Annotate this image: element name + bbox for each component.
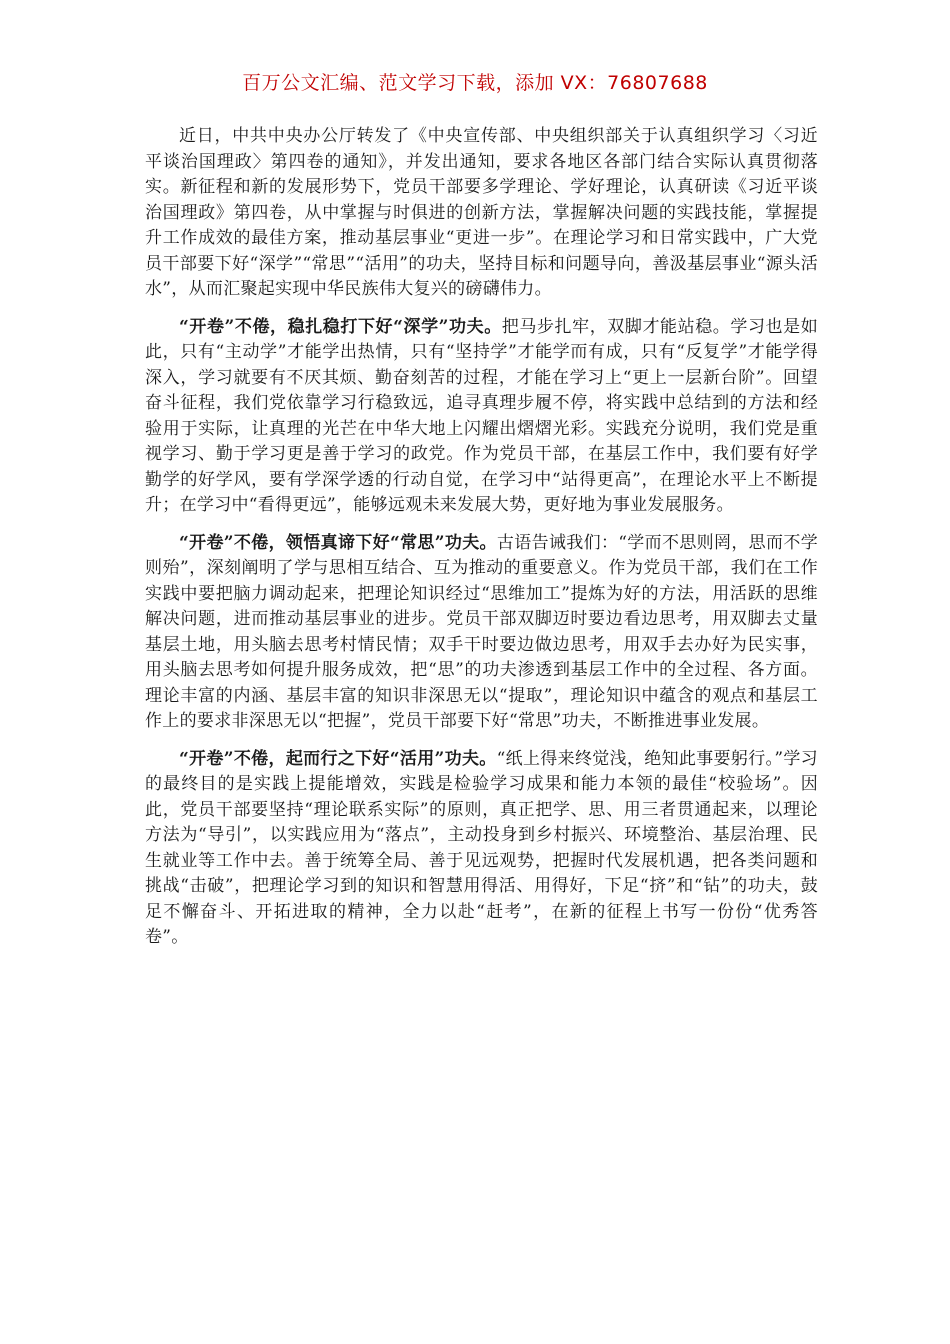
paragraph-flexible-use (145, 747, 818, 951)
paragraph-text: 古语告诫我们：“学而不思则罔，思而不学则殆”，深刻阐明了学与思相互结合、互为推动的重要意义。作为党员干部，我们在工作实践中要把脑力调动起来，把理论知识经过“思维加工”提炼为好的方法，用活跃的思维解决问题，进而推动基层事业的进步。党员干部双脚迈时要边看边思考，用双脚去丈量基层土地，用头脑去思考村情民情；双手干时要边做边思考，用双手去办好为民实事，用头脑去思考如何提升服务成效，把“思”的功夫渗透到基层工作中的全过程、各方面。理论丰富的内涵、基层丰富的知识非深思无以“提取”，理论知识中蕴含的观点和基层工作上的要求非深思无以“把握”，党员干部要下好“常思”功夫，不断推进事业发展。 (145, 532, 818, 731)
paragraph-lead: “开卷”不倦，稳扎稳打下好“深学”功夫。 (179, 316, 502, 337)
paragraph-text: 近日，中共中央办公厅转发了《中央宣传部、中央组织部关于认真组织学习〈习近平谈治国理政〉第四卷的通知》，并发出通知，要求各地区各部门结合实际认真贯彻落实。新征程和新的发展形势下，党员干部要多学理论、学好理论，认真研读《习近平谈治国理政》第四卷，从中掌握与时俱进的创新方法，掌握解决问题的实践技能，掌握提升工作成效的最佳方案，推动基层事业“更进一步”。在理论学习和日常实践中，广大党员干部要下好“深学”“常思”“活用”的功夫，坚持目标和问题导向，善汲基层事业“源头活水”，从而汇聚起实现中华民族伟大复兴的磅礴伟力。 (145, 126, 818, 299)
article-body (145, 124, 818, 963)
paragraph-deep-study (145, 315, 818, 519)
paragraph-text: 把马步扎牢，双脚才能站稳。学习也是如此，只有“主动学”才能学出热情，只有“坚持学”才能学而有成，只有“反复学”才能学得深入，学习就要有不厌其烦、勤奋刻苦的过程，才能在学习上“更上一层新台阶”。回望奋斗征程，我们党依靠学习行稳致远，追寻真理步履不停，将实践中总结到的方法和经验用于实际，让真理的光芒在中华大地上闪耀出熠熠光彩。实践充分说明，我们党是重视学习、勤于学习更是善于学习的政党。作为党员干部，在基层工作中，我们要有好学勤学的好学风，要有学深学透的行动自觉，在学习中“站得更高”，在理论水平上不断提升；在学习中“看得更远”，能够远观未来发展大势，更好地为事业发展服务。 (145, 316, 818, 515)
paragraph-constant-thinking (145, 531, 818, 735)
paragraph-lead: “开卷”不倦，领悟真谛下好“常思”功夫。 (179, 532, 497, 553)
paragraph-intro (145, 124, 818, 303)
header-banner: 百万公文汇编、范文学习下载，添加 VX：76807688 (242, 72, 708, 94)
paragraph-lead: “开卷”不倦，起而行之下好“活用”功夫。 (179, 748, 497, 769)
paragraph-text: “纸上得来终觉浅，绝知此事要躬行。”学习的最终目的是实践上提能增效，实践是检验学习成果和能力本领的最佳“校验场”。因此，党员干部要坚持“理论联系实际”的原则，真正把学、思、用三者贯通起来，以理论方法为“导引”，以实践应用为“落点”，主动投身到乡村振兴、环境整治、基层治理、民生就业等工作中去。善于统筹全局、善于见远观势，把握时代发展机遇，把各类问题和挑战“击破”，把理论学习到的知识和智慧用得活、用得好，下足“挤”和“钻”的功夫，鼓足不懈奋斗、开拓进取的精神，全力以赴“赶考”，在新的征程上书写一份份“优秀答卷”。 (145, 748, 818, 947)
